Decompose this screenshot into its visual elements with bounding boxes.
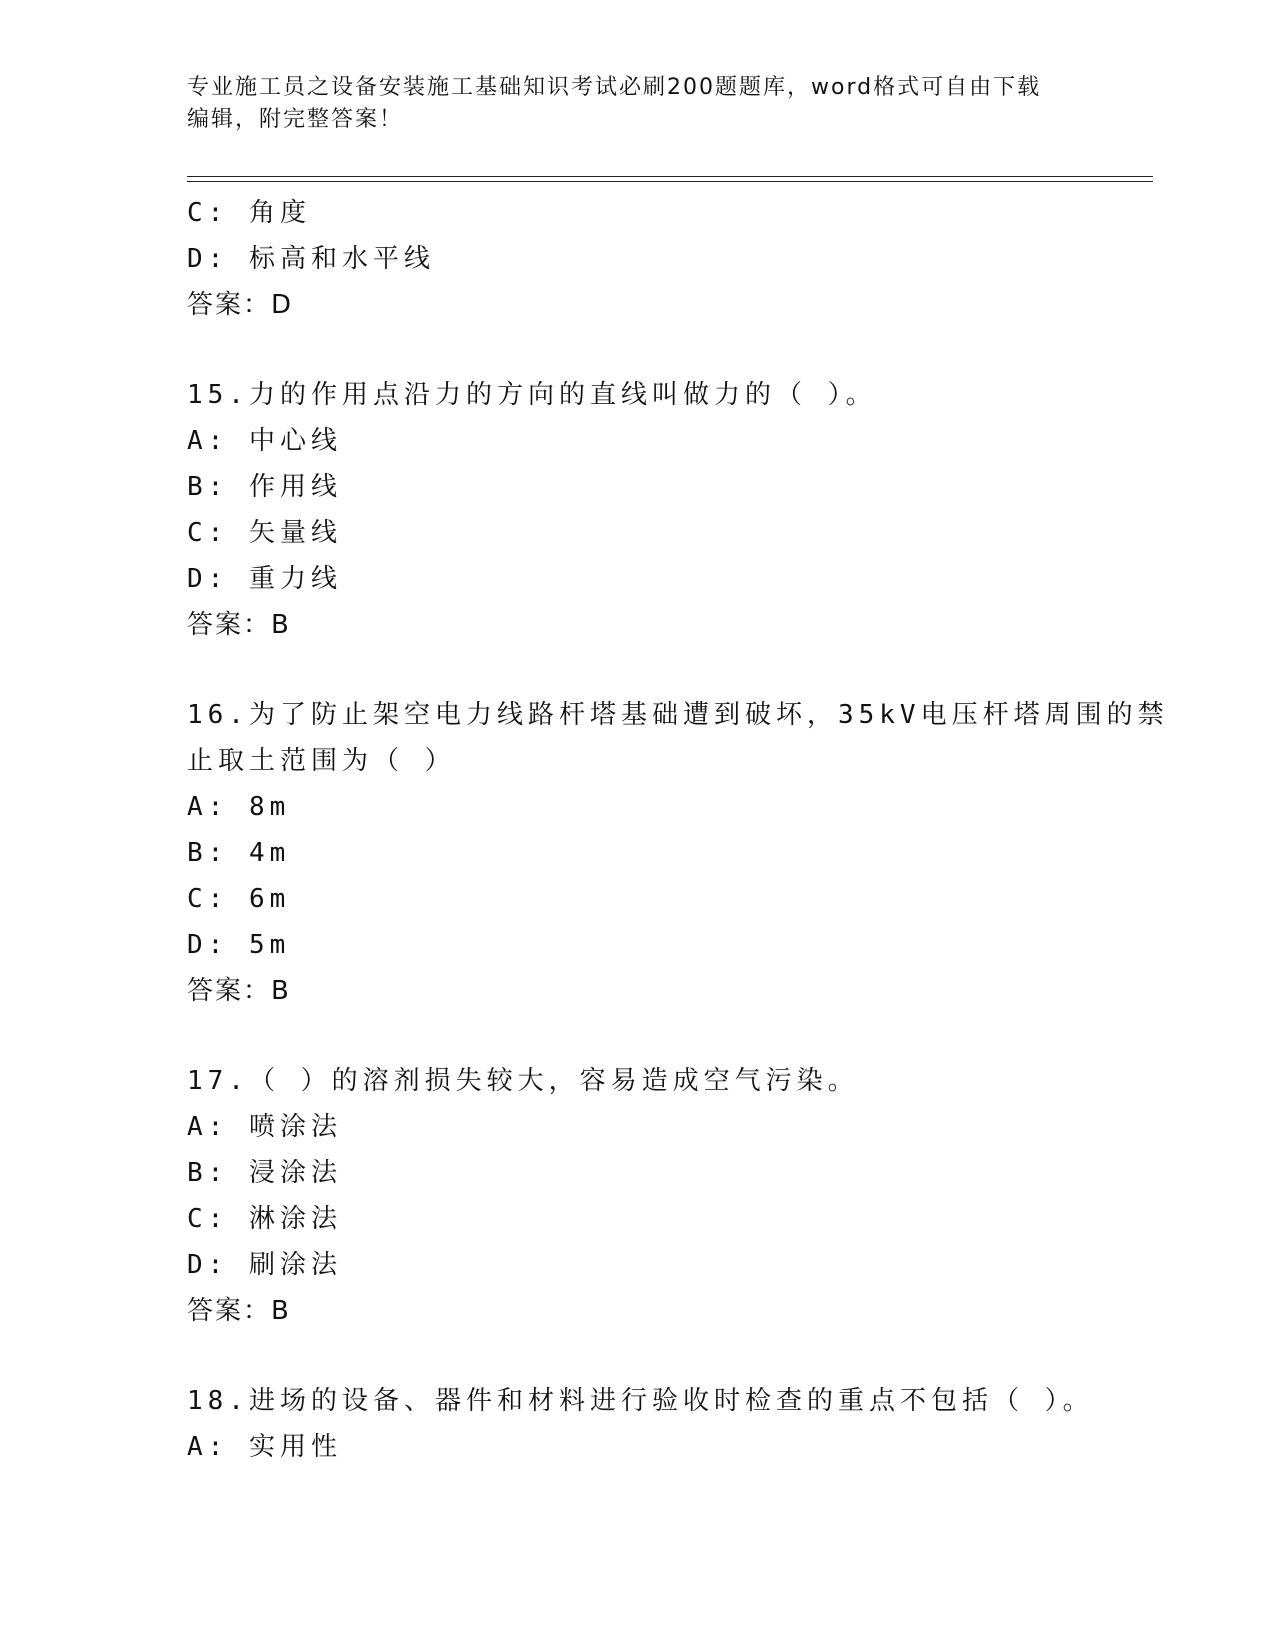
option-c: C: 6m <box>187 884 291 914</box>
option-c: C: 角度 <box>187 198 311 228</box>
question-list <box>187 190 1169 1470</box>
spacer <box>187 328 1117 372</box>
option-a: A: 8m <box>187 792 291 822</box>
option-d: D: 5m <box>187 930 291 960</box>
answer-label: 答案：B <box>187 976 291 1006</box>
option-b: B: 4m <box>187 838 291 868</box>
question-16 <box>187 692 1169 1014</box>
option-a: A: 中心线 <box>187 426 342 456</box>
option-b: B: 浸涂法 <box>187 1158 342 1188</box>
header-divider <box>187 176 1153 177</box>
document-header: 专业施工员之设备安装施工基础知识考试必刷200题题库，word格式可自由下载 编辑，附完整答案！ <box>187 75 1042 132</box>
answer-label: 答案：B <box>187 1296 291 1326</box>
question-stem: 15.力的作用点沿力的方向的直线叫做力的（ ）。 <box>187 380 877 410</box>
option-d: D: 重力线 <box>187 564 342 594</box>
option-a: A: 喷涂法 <box>187 1112 342 1142</box>
question-stem: 17.（ ）的溶剂损失较大，容易造成空气污染。 <box>187 1066 859 1096</box>
question-stem: 18.进场的设备、器件和材料进行验收时检查的重点不包括（ ）。 <box>187 1386 1094 1416</box>
option-d: D: 刷涂法 <box>187 1250 342 1280</box>
question-stem-line-2: 止取土范围为（ ） <box>187 746 456 776</box>
answer-label: 答案：B <box>187 610 291 640</box>
question-14-continuation <box>187 190 1117 328</box>
option-a: A: 实用性 <box>187 1432 342 1462</box>
option-d: D: 标高和水平线 <box>187 244 435 274</box>
spacer <box>187 1014 1117 1058</box>
question-15 <box>187 372 1117 648</box>
spacer <box>187 648 1117 692</box>
answer-label: 答案：D <box>187 290 294 320</box>
question-stem-line-1: 16.为了防止架空电力线路杆塔基础遭到破坏，35kV电压杆塔周围的禁 <box>187 700 1169 730</box>
spacer <box>187 1334 1117 1378</box>
question-18 <box>187 1378 1117 1470</box>
option-c: C: 矢量线 <box>187 518 342 548</box>
question-17 <box>187 1058 1117 1334</box>
header-divider-secondary <box>187 181 1153 182</box>
option-c: C: 淋涂法 <box>187 1204 342 1234</box>
option-b: B: 作用线 <box>187 472 342 502</box>
